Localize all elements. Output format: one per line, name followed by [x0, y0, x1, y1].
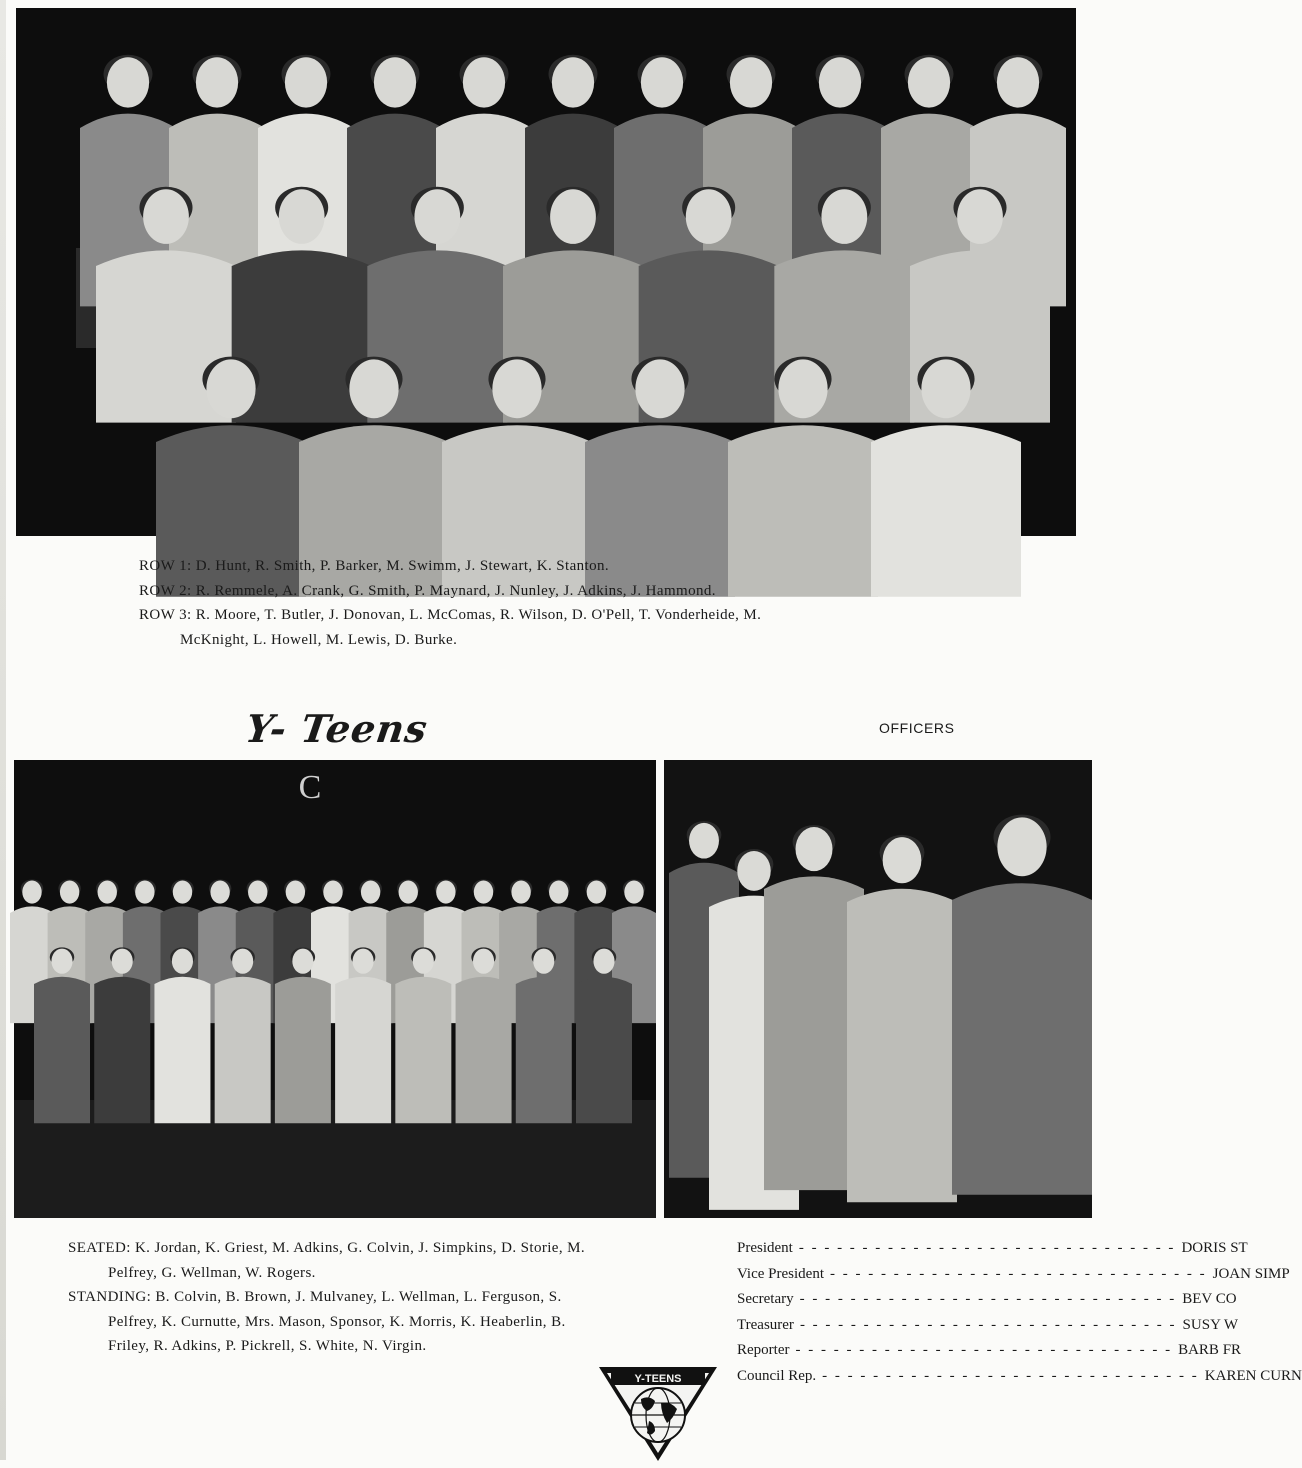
officer-name: BARB FR — [1178, 1342, 1242, 1358]
officer-role: Secretary — [737, 1291, 794, 1307]
officer-role: Council Rep. — [737, 1367, 817, 1384]
dash-leader: - - - - - - - - - - - - - - - - - - - - - - - - - - - - - - — [795, 1342, 1173, 1358]
officers-photo — [664, 760, 1092, 1218]
dash-leader: - - - - - - - - - - - - - - - - - - - - - - - - - - - - - - — [830, 1265, 1207, 1282]
officer-role: Treasurer — [737, 1316, 794, 1333]
boys-photo-caption — [139, 554, 1039, 652]
members-caption — [68, 1236, 608, 1359]
officers-heading: OFFICERS — [879, 720, 955, 736]
logo-text: Y-TEENS — [634, 1373, 682, 1385]
section-title: Y- Teens — [242, 706, 431, 751]
officer-name: KAREN CURN — [1204, 1367, 1302, 1384]
y-teens-group-photo — [14, 760, 656, 1218]
dash-leader: - - - - - - - - - - - - - - - - - - - - - - - - - - - - - - — [798, 1240, 1176, 1256]
officers-list — [737, 1236, 1302, 1389]
officer-role: President — [737, 1240, 793, 1256]
caption-row-2: ROW 2: R. Remmele, A. Crank, G. Smith, P. Maynard, J. Nunley, J. Adkins, J. Hammond. — [139, 582, 716, 599]
dash-leader: - - - - - - - - - - - - - - - - - - - - - - - - - - - - - - — [799, 1291, 1177, 1307]
officer-row — [737, 1236, 1248, 1262]
wall-letter: C — [298, 769, 322, 806]
officer-name: JOAN SIMP — [1212, 1265, 1290, 1282]
caption-row-3: ROW 3: R. Moore, T. Butler, J. Donovan, L. McComas, R. Wilson, D. O'Pell, T. Vonderheide, M. — [139, 607, 762, 623]
officer-row — [737, 1287, 1237, 1313]
caption-row-1: ROW 1: D. Hunt, R. Smith, P. Barker, M. Swimm, J. Stewart, K. Stanton. — [139, 558, 610, 574]
officer-row — [737, 1338, 1242, 1364]
officer-name: SUSY W — [1182, 1316, 1238, 1333]
caption-row-3-continued: McKnight, L. Howell, M. Lewis, D. Burke. — [180, 631, 458, 648]
officer-row — [737, 1262, 1290, 1288]
y-teens-emblem — [597, 1363, 719, 1463]
standing-list: STANDING: B. Colvin, B. Brown, J. Mulvaney, L. Wellman, L. Ferguson, S. Pelfrey, K. Curnutte, Mrs. Mason, Sponsor, K. Morris, K. Heaberlin, B. Friley, R. Adkins, P. Pickrell, S. White, N. Virgin. — [68, 1289, 566, 1354]
dash-leader: - - - - - - - - - - - - - - - - - - - - - - - - - - - - - - — [799, 1316, 1177, 1333]
seated-list: SEATED: K. Jordan, K. Griest, M. Adkins, G. Colvin, J. Simpkins, D. Storie, M. Pelfrey, G. Wellman, W. Rogers. — [68, 1240, 586, 1281]
boys-group-photo — [16, 8, 1076, 536]
dash-leader: - - - - - - - - - - - - - - - - - - - - - - - - - - - - - - — [822, 1367, 1199, 1384]
officer-role: Reporter — [737, 1342, 790, 1358]
officer-row — [737, 1364, 1302, 1390]
officer-name: BEV CO — [1182, 1291, 1237, 1307]
page-binding-edge — [0, 0, 6, 1460]
officer-role: Vice President — [737, 1265, 824, 1282]
officer-name: DORIS ST — [1181, 1240, 1248, 1256]
officer-row — [737, 1313, 1238, 1339]
globe-icon — [631, 1388, 685, 1442]
